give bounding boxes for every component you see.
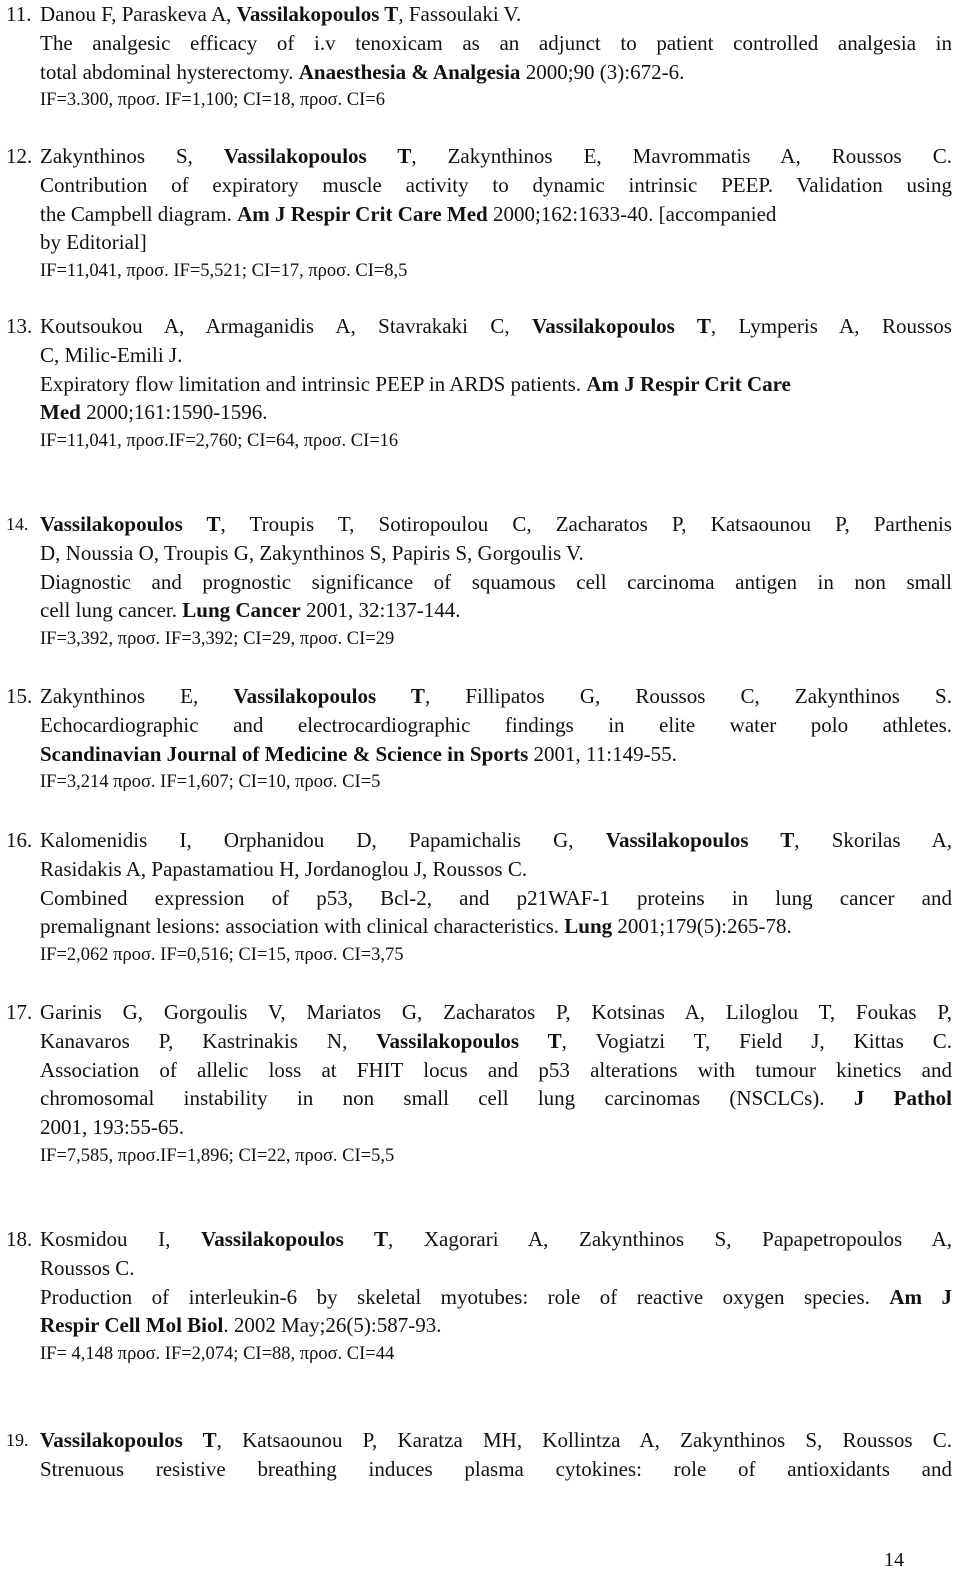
text-run: , Skorilas A,: [794, 828, 952, 852]
text-run: IF=11,041, προσ.IF=2,760; CI=64, προσ. CI=16: [40, 431, 399, 452]
bold-text: Lung: [564, 914, 613, 939]
reference-line: [40, 142, 952, 171]
reference-line: [40, 1027, 952, 1056]
bold-text: Vassilakopoulos T: [532, 314, 711, 338]
reference-text: [40, 312, 952, 456]
text-run: 2000;162:1633-40. [accompanied: [487, 201, 777, 226]
text-run: Garinis G, Gorgoulis V, Mariatos G, Zacharatos P, Kotsinas A, Liloglou T, Foukas P,: [40, 1000, 952, 1024]
reference-line: [40, 370, 952, 399]
text-run: Strenuous resistive breathing induces plasma cytokines: role of antioxidants and: [40, 1456, 952, 1481]
text-run: Rasidakis A, Papastamatiou H, Jordanoglou J, Roussos C.: [40, 856, 528, 881]
text-run: 2000;161:1590-1596.: [80, 400, 268, 425]
text-run: 2001;179(5):265-78.: [612, 914, 792, 939]
bold-text: Am J Respir Crit Care: [586, 371, 791, 396]
page-number: 14: [884, 1549, 904, 1571]
reference-line: [40, 58, 952, 87]
bold-text: Vassilakopoulos T: [40, 1428, 217, 1452]
text-run: 2001, 193:55-65.: [40, 1115, 185, 1140]
bold-text: Vassilakopoulos T: [233, 684, 425, 708]
impact-factor-line: [40, 941, 952, 970]
reference-line: [40, 539, 952, 568]
text-run: Association of allelic loss at FHIT locus and p53 alterations with tumour kinetics and: [40, 1057, 952, 1082]
text-run: Danou F, Paraskeva A,: [40, 2, 237, 26]
text-run: C, Milic-Emili J.: [40, 342, 183, 367]
text-run: IF= 4,148 προσ. IF=2,074; CI=88, προσ. CI=44: [40, 1344, 395, 1365]
impact-factor-line: [40, 1142, 952, 1171]
impact-factor-line: [40, 427, 952, 456]
text-run: the Campbell diagram.: [40, 201, 238, 226]
reference-line: [40, 1254, 952, 1283]
text-run: Contribution of expiratory muscle activity to dynamic intrinsic PEEP. Validation using: [40, 172, 952, 197]
reference-line: [40, 1113, 952, 1142]
text-run: 2001, 11:149-55.: [528, 741, 677, 766]
reference-line: [40, 1056, 952, 1085]
bold-text: Med: [40, 400, 81, 425]
reference-line: [40, 711, 952, 740]
text-run: Expiratory flow limitation and intrinsic PEEP in ARDS patients.: [40, 371, 587, 396]
bold-text: Vassilakopoulos T: [40, 512, 221, 536]
text-run: Zakynthinos E,: [40, 684, 234, 708]
reference-line: [40, 855, 952, 884]
reference-line: [40, 1084, 952, 1113]
text-run: Kosmidou I,: [40, 1227, 201, 1251]
reference-line: [40, 0, 952, 29]
text-run: Roussos C.: [40, 1255, 135, 1280]
reference-line: [40, 29, 952, 58]
text-run: IF=3.300, προσ. IF=1,100; CI=18, προσ. CI=6: [40, 90, 385, 111]
bold-text: Respir Cell Mol Biol: [40, 1313, 224, 1338]
reference-entry-15: [6, 682, 952, 797]
bold-text: Vassilakopoulos T: [223, 144, 412, 168]
reference-line: [40, 568, 952, 597]
bold-text: Lung Cancer: [182, 598, 301, 623]
reference-number: 16.: [6, 828, 33, 852]
text-run: , Xagorari A, Zakynthinos S, Papapetropoulos A,: [388, 1227, 952, 1251]
reference-line: [40, 596, 952, 625]
reference-line: [40, 998, 952, 1027]
reference-number: 15.: [6, 684, 33, 708]
text-run: The analgesic efficacy of i.v tenoxicam as an adjunct to patient controlled analgesia in: [40, 30, 952, 55]
reference-text: [40, 142, 952, 286]
text-run: Production of interleukin-6 by skeletal myotubes: role of reactive oxygen species.: [40, 1284, 890, 1309]
text-run: IF=3,392, προσ. IF=3,392; CI=29, προσ. CI=29: [40, 629, 395, 650]
reference-line: [40, 740, 952, 769]
reference-line: [40, 398, 952, 427]
reference-number: 13.: [6, 314, 33, 338]
reference-text: [40, 0, 952, 115]
reference-line: [40, 228, 952, 257]
bold-text: Vassilakopoulos T: [605, 828, 795, 852]
text-run: , Fillipatos G, Roussos C, Zakynthinos S.: [424, 684, 952, 708]
reference-line: [40, 1455, 952, 1484]
text-run: Kalomenidis I, Orphanidou D, Papamichalis G,: [40, 828, 606, 852]
reference-line: [40, 171, 952, 200]
reference-number: 17.: [6, 1000, 33, 1024]
reference-number: 14.: [6, 514, 29, 534]
reference-line: [40, 312, 952, 341]
bold-text: J Pathol: [853, 1086, 952, 1111]
reference-number: 18.: [6, 1227, 33, 1251]
text-run: . 2002 May;26(5):587-93.: [223, 1313, 442, 1338]
reference-line: [40, 682, 952, 711]
impact-factor-line: [40, 86, 952, 115]
reference-text: [40, 1225, 952, 1369]
text-run: , Vogiatzi T, Field J, Kittas C.: [561, 1028, 953, 1053]
impact-factor-line: [40, 257, 952, 286]
bold-text: Am J: [889, 1284, 952, 1309]
reference-entry-16: [6, 826, 952, 970]
text-run: total abdominal hysterectomy.: [40, 59, 299, 84]
reference-entry-13: [6, 312, 952, 456]
reference-text: [40, 826, 952, 970]
text-run: cell lung cancer.: [40, 598, 183, 623]
text-run: premalignant lesions: association with clinical characteristics.: [40, 914, 565, 939]
reference-line: [40, 1283, 952, 1312]
reference-number: 11.: [6, 2, 32, 26]
impact-factor-line: [40, 1340, 952, 1369]
text-run: Diagnostic and prognostic significance of squamous cell carcinoma antigen in non small: [40, 569, 952, 594]
reference-entry-14: [6, 510, 952, 654]
text-run: , Katsaounou P, Karatza MH, Kollintza A, Zakynthinos S, Roussos C.: [216, 1428, 952, 1452]
reference-entry-11: [6, 0, 952, 115]
bold-text: Vassilakopoulos T: [236, 2, 399, 26]
reference-line: [40, 200, 952, 229]
reference-line: [40, 1311, 952, 1340]
reference-text: [40, 510, 952, 654]
impact-factor-line: [40, 625, 952, 654]
reference-entry-18: [6, 1225, 952, 1369]
text-run: IF=7,585, προσ.IF=1,896; CI=22, προσ. CI=5,5: [40, 1145, 395, 1166]
reference-line: [40, 1426, 952, 1455]
bold-text: Am J Respir Crit Care Med: [237, 201, 488, 226]
reference-entry-17: [6, 998, 952, 1171]
reference-number: 19.: [6, 1430, 29, 1450]
bold-text: Anaesthesia & Analgesia: [298, 59, 521, 84]
bold-text: Vassilakopoulos T: [376, 1028, 562, 1053]
text-run: , Fassoulaki V.: [398, 2, 522, 26]
reference-line: [40, 510, 952, 539]
reference-entry-12: [6, 142, 952, 286]
text-run: Echocardiographic and electrocardiographic findings in elite water polo athletes.: [40, 712, 952, 737]
bold-text: Vassilakopoulos T: [200, 1227, 389, 1251]
text-run: by Editorial]: [40, 230, 147, 255]
text-run: Koutsoukou A, Armaganidis A, Stavrakaki C,: [40, 314, 533, 338]
reference-line: [40, 341, 952, 370]
reference-line: [40, 826, 952, 855]
text-run: IF=11,041, προσ. IF=5,521; CI=17, προσ. CI=8,5: [40, 261, 408, 282]
text-run: Combined expression of p53, Bcl-2, and p21WAF-1 proteins in lung cancer and: [40, 885, 952, 910]
reference-text: [40, 998, 952, 1171]
impact-factor-line: [40, 768, 952, 797]
text-run: , Zakynthinos E, Mavrommatis A, Roussos C.: [411, 144, 952, 168]
text-run: , Troupis T, Sotiropoulou C, Zacharatos P, Katsaounou P, Parthenis: [220, 512, 952, 536]
text-run: 2000;90 (3):672-6.: [520, 59, 685, 84]
reference-text: [40, 1426, 952, 1484]
reference-line: [40, 912, 952, 941]
text-run: , Lymperis A, Roussos: [710, 314, 952, 338]
text-run: D, Noussia O, Troupis G, Zakynthinos S, Papiris S, Gorgoulis V.: [40, 540, 584, 565]
reference-text: [40, 682, 952, 797]
text-run: 2001, 32:137-144.: [300, 598, 461, 623]
text-run: Zakynthinos S,: [40, 144, 224, 168]
text-run: Kanavaros P, Kastrinakis N,: [40, 1028, 377, 1053]
reference-line: [40, 884, 952, 913]
text-run: chromosomal instability in non small cell lung carcinomas (NSCLCs).: [40, 1086, 854, 1111]
reference-number: 12.: [6, 144, 33, 168]
bold-text: Scandinavian Journal of Medicine & Science in Sports: [40, 741, 529, 766]
reference-line: [40, 1225, 952, 1254]
text-run: IF=3,214 προσ. IF=1,607; CI=10, προσ. CI=5: [40, 772, 381, 793]
reference-entry-19: [6, 1426, 952, 1484]
text-run: IF=2,062 προσ. IF=0,516; CI=15, προσ. CI=3,75: [40, 945, 404, 966]
